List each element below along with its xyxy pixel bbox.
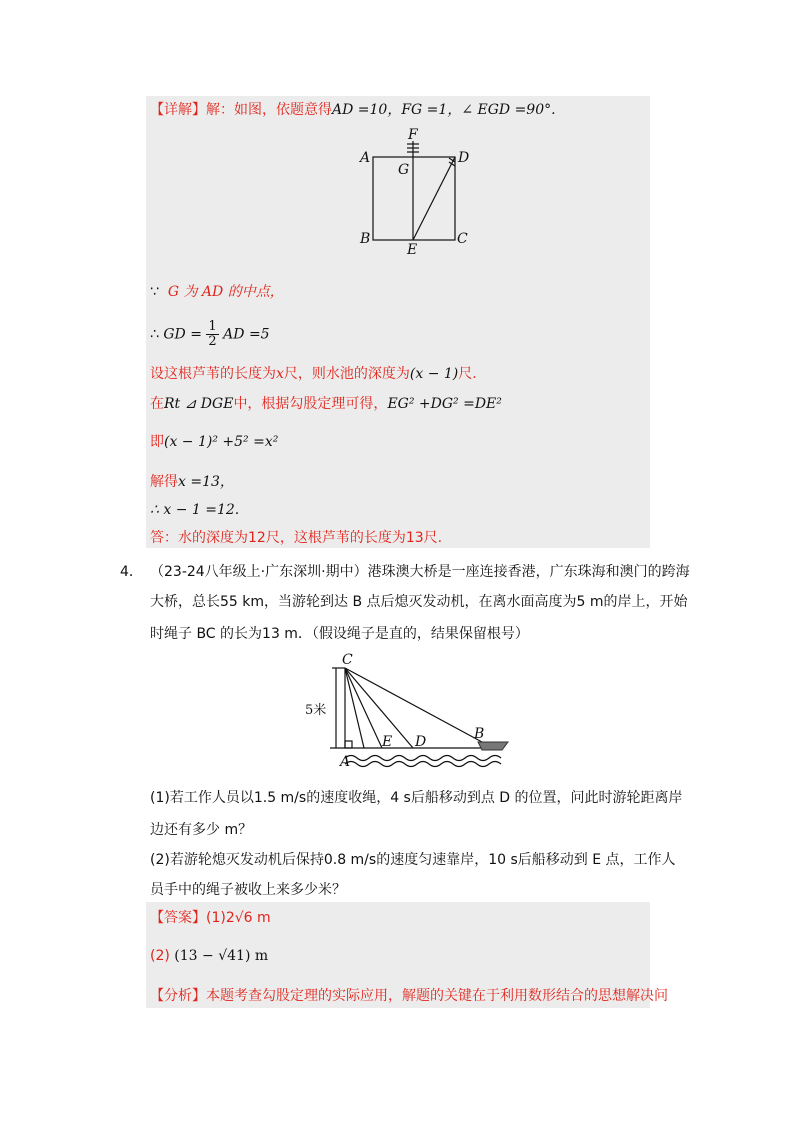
boat-icon: [478, 742, 508, 750]
problem4-line-2: [150, 592, 688, 612]
fraction-numerator: 1: [208, 319, 217, 334]
fig1-label-F: F: [408, 127, 418, 143]
question2-text-1: (2)若游轮熄灭发动机后保持0.8 m/s的速度匀速靠岸，10 s后船移动到 E 点，工作人: [150, 852, 676, 868]
fig2-height-label: 5米: [305, 703, 327, 718]
fig1-label-G: G: [398, 162, 410, 178]
solution-line-2: [150, 320, 270, 349]
analysis-text: 本题考查勾股定理的实际应用，解题的关键在于利用数形结合的思想解决问: [206, 988, 668, 1004]
answer-2: (13 − √41) m: [174, 948, 269, 964]
solution-tag: 【详解】: [150, 102, 206, 118]
analysis-line: [150, 986, 668, 1006]
fig2-label-D: D: [415, 734, 427, 750]
problem4-line-1: [120, 562, 690, 582]
problem4-text-3: 时绳子 BC 的长为13 m．（假设绳子是直的，结果保留根号）: [150, 626, 529, 642]
line6-eq: x =13，: [178, 474, 234, 490]
line5-text: 即: [150, 434, 164, 450]
rope-CB: [345, 668, 485, 742]
question2-line-2: [150, 880, 346, 900]
fig1-label-B: B: [360, 231, 371, 247]
line4-text-a: 在: [150, 396, 164, 412]
analysis-tag: 【分析】: [150, 988, 206, 1004]
solution-line1-text: G 为 AD 的中点，: [167, 284, 284, 300]
question1-line-1: [150, 788, 683, 808]
fig1-label-C: C: [457, 231, 468, 247]
answer-line-2: [150, 946, 268, 966]
line3-text-c: 尺.: [458, 366, 477, 382]
solution-intro: 解：如图，依题意得: [206, 102, 332, 118]
fig1-label-E: E: [407, 242, 418, 258]
line3-x: x: [276, 366, 284, 382]
right-angle-mark: [345, 741, 352, 748]
fig1-label-D: D: [458, 150, 470, 166]
fig2-label-A: A: [340, 754, 351, 770]
fig2-label-E: E: [382, 734, 393, 750]
solution-intro-line: [150, 100, 556, 120]
line5-eq: (x − 1)² +5² =x²: [164, 434, 279, 450]
fig2-label-C: C: [342, 652, 353, 668]
solution-given: AD =10，FG =1，∠ EGD =90°.: [332, 102, 556, 118]
line6-text: 解得: [150, 474, 178, 490]
line4-text-b: 中，根据勾股定理可得，: [233, 396, 388, 412]
line2-lhs: GD =: [163, 326, 202, 343]
rope-CE: [345, 668, 382, 748]
line3-expr: (x − 1): [409, 366, 459, 382]
therefore-symbol: ∴: [150, 326, 159, 343]
line3-text-b: 尺，则水池的深度为: [283, 366, 410, 382]
line2-rhs: AD =5: [223, 326, 270, 343]
solution-answer-text: 答：水的深度为12尺，这根芦苇的长度为13尺.: [150, 530, 443, 546]
line7-eq: ∴ x − 1 =12.: [150, 502, 240, 518]
solution-line-1: [150, 282, 284, 302]
fraction-denominator: 2: [208, 334, 217, 349]
line3-text-a: 设这根芦苇的长度为: [150, 366, 276, 382]
question1-line-2: [150, 820, 252, 840]
answer-2-label: (2): [150, 948, 170, 964]
water-wave: [345, 756, 501, 761]
problem4-text-2: 大桥，总长55 km，当游轮到达 B 点后熄灭发动机，在离水面高度为5 m的岸上，开始: [150, 594, 688, 610]
line4-rt: Rt ⊿ DGE: [164, 396, 234, 412]
question1-text-1: (1)若工作人员以1.5 m/s的速度收绳，4 s后船移动到点 D 的位置，问此时游轮距离岸: [150, 790, 683, 806]
solution-line-6: [150, 472, 234, 492]
answer-1: (1)2√6 m: [206, 910, 271, 926]
problem-number: 4．: [120, 564, 143, 580]
solution-line-7: [150, 500, 239, 520]
solution-line-4: [150, 394, 502, 414]
fig1-label-A: A: [360, 150, 371, 166]
question1-text-2: 边还有多少 m？: [150, 822, 253, 838]
problem4-line-3: [150, 624, 529, 644]
fig2-label-B: B: [474, 726, 485, 742]
rope-outer: [345, 668, 364, 748]
rope-CD: [345, 668, 413, 748]
answer-line-1: [150, 908, 271, 928]
line4-eq: EG² +DG² =DE²: [387, 396, 502, 412]
answer-tag: 【答案】: [150, 910, 206, 926]
solution-line-5: [150, 432, 278, 452]
question2-line-1: [150, 850, 676, 870]
because-symbol: ∵: [150, 284, 159, 300]
problem4-text-1: （23-24八年级上·广东深圳·期中）港珠澳大桥是一座连接香港，广东珠海和澳门的跨海: [150, 564, 690, 580]
water-wave-2: [345, 762, 501, 767]
solution-line-3: [150, 364, 477, 384]
question2-text-2: 员手中的绳子被收上来多少米？: [150, 882, 346, 898]
solution-line-8: [150, 528, 442, 548]
half-fraction: [206, 320, 218, 349]
